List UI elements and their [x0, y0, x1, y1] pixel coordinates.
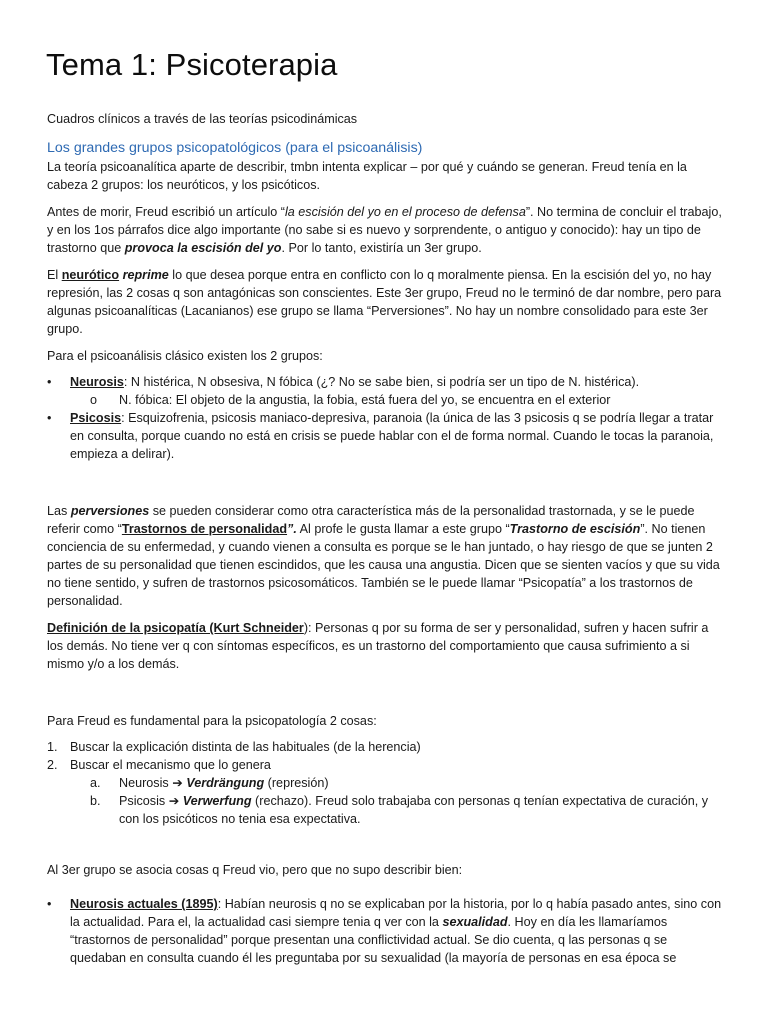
text-run: ”. No tienen conciencia de su enfermedad, y cuando vienen a consulta es porque se le han juntado, o hay riesgo de que se junten 2 partes de su personalidad que tienen escindidos, que les causa una angustia. Dicen que se sienten vacíos y que su vida no tiene sentido, y sufren de trastornos psicosomáticos. También se le puede llamar “Psicopatía” a los trastornos de personalidad. [47, 522, 720, 608]
list-item-psicosis [47, 409, 723, 463]
bold-underlined-text: Trastornos de personalidad [121, 522, 288, 536]
text-run: Antes de morir, Freud escribió un artículo “ [47, 205, 285, 219]
circle-marker: o [90, 393, 98, 407]
list-item-text: N. fóbica: El objeto de la angustia, la fobia, está fuera del yo, se encuentra en el exterior [119, 393, 611, 407]
page-title: Tema 1: Psicoterapia [46, 47, 338, 82]
spacer [47, 682, 723, 712]
paragraph-neurotico [47, 266, 723, 338]
list-item-1 [47, 738, 723, 756]
letter-marker: b. [90, 794, 101, 808]
bold-underlined-text: Definición de la psicopatía (Kurt Schneider [47, 621, 304, 635]
lettered-list [47, 774, 723, 828]
bold-italic-text: reprime [122, 268, 169, 282]
arrow-icon: ➔ [172, 776, 183, 790]
list-item-text: Buscar el mecanismo que lo genera [70, 758, 271, 772]
bullet-list-grupos [47, 373, 723, 463]
paragraph-perversiones [47, 502, 723, 610]
spacer [47, 837, 723, 861]
bold-underlined-text: neurótico [61, 268, 120, 282]
text-run: El [47, 268, 62, 282]
paragraph-grupos: Para el psicoanálisis clásico existen los 2 grupos: [47, 349, 323, 363]
spacer [47, 472, 723, 502]
list-item-a [47, 774, 723, 792]
bullet-marker: • [47, 375, 52, 389]
list-item-neurosis-actuales [47, 895, 723, 967]
list-item-fobica [47, 391, 723, 409]
arrow-icon: ➔ [168, 794, 180, 808]
text-run: ”. No termina de concluir el trabajo, y en los 1os párrafos dice algo importante (no sabe si es nuevo y sorprendente, o antiguo y conocido): hay un tipo de trastorno que [47, 205, 722, 255]
list-item-text: Buscar la explicación distinta de las habituales (de la herencia) [70, 740, 421, 754]
list-item-text: : Esquizofrenia, psicosis maniaco-depresiva, paranoia (la única de las 3 psicosis q se podría llegar a tratar en consulta, porque cuando no está en crisis se puede hablar con el de forma normal. Cuando le tocas la paranoia, empieza a delirar). [70, 411, 714, 461]
subtitle: Cuadros clínicos a través de las teorías psicodinámicas [47, 112, 358, 126]
list-item-text: : N histérica, N obsesiva, N fóbica (¿? No se sabe bien, si podría ser un tipo de N. histérica). [123, 375, 640, 389]
text-run: se pueden considerar como otra característica más de la personalidad trastornada, y se le puede referir como “ [47, 504, 695, 536]
bullet-marker: • [47, 897, 52, 911]
bold-italic-text: perversiones [70, 504, 150, 518]
section-heading: Los grandes grupos psicopatológicos (para el psicoanálisis) [47, 140, 423, 156]
paragraph-intro: La teoría psicoanalítica aparte de describir, tmbn intenta explicar – por qué y cuándo se generan. Freud tenía en la cabeza 2 grupos: los neuróticos, y los psicóticos. [47, 160, 687, 192]
italic-text: la escisión del yo en el proceso de defensa [284, 205, 526, 219]
number-marker: 1. [47, 740, 58, 754]
list-item-b [47, 792, 723, 828]
sub-list [47, 391, 723, 409]
document-body [47, 110, 723, 967]
text-run: ): Personas q por su forma de ser y personalidad, sufren y hacen sufrir a los demás. No tiene ver q con síntomas específicos, es un trastorno del comportamiento que causa sufrimiento a si mismo y/o a los demás. [47, 621, 709, 671]
spacer [47, 887, 723, 895]
text-run: lo que desea porque entra en conflicto con lo q moralmente piensa. En la escisión del yo, no hay represión, las 2 cosas q son antagónicas son conscientes. Este 3er grupo, Freud no le terminó de dar nombre, pero para algunas psicoanalíticas (Lacanianos) ese grupo se llama “Perversiones”. No hay un nombre consolidado para este 3er grupo. [47, 268, 722, 336]
text-run: (rechazo). Freud solo trabajaba con personas q tenían expectativa de curación, y con los psicóticos no tenia esa expectativa. [119, 794, 708, 826]
bullet-list [47, 373, 723, 391]
text-run: Al profe le gusta llamar a este grupo “ [296, 522, 510, 536]
bullet-marker: • [47, 411, 52, 425]
number-marker: 2. [47, 758, 58, 772]
numbered-list [47, 738, 723, 828]
bullet-list-neurosis-actuales [47, 895, 723, 967]
bold-italic-text: provoca la escisión del yo [124, 241, 282, 255]
bold-italic-text: Verdrängung [182, 776, 265, 790]
list-item-neurosis [47, 373, 723, 391]
text-run: Psicosis [119, 794, 169, 808]
term-neurosis: Neurosis [70, 375, 124, 389]
bold-italic-text: Trastorno de escisión [509, 522, 641, 536]
bold-italic-text: ”. [287, 522, 297, 536]
paragraph-freud: Para Freud es fundamental para la psicopatología 2 cosas: [47, 714, 377, 728]
term-neurosis-actuales: Neurosis actuales (1895) [70, 897, 218, 911]
list-item-2 [47, 756, 723, 774]
bold-italic-text: sexualidad [442, 915, 508, 929]
text-run: Neurosis [119, 776, 173, 790]
paragraph-escision [47, 203, 723, 257]
paragraph-definicion [47, 619, 723, 673]
term-psicosis: Psicosis [70, 411, 122, 425]
letter-marker: a. [90, 776, 101, 790]
text-run: (represión) [264, 776, 329, 790]
paragraph-tercer-grupo: Al 3er grupo se asocia cosas q Freud vio, pero que no supo describir bien: [47, 863, 463, 877]
numbered-list-items [47, 738, 723, 774]
text-run: Las [47, 504, 71, 518]
bold-italic-text: Verwerfung [179, 794, 252, 808]
text-run: : Habían neurosis q no se explicaban por la historia, por lo q había pasado antes, sino con la actualidad. Para el, la actualidad casi siempre tenia q ver con la [70, 897, 722, 929]
text-run: . Hoy en día les llamaríamos “trastornos de personalidad” porque presentan una conflictividad actual. Se dio cuenta, q las personas q se quedaban en consulta cuando él les preguntaba por su sexualidad (la mayoría de personas en esa época se [70, 915, 677, 965]
text-run: . Por lo tanto, existiría un 3er grupo. [281, 241, 482, 255]
bullet-list [47, 409, 723, 463]
